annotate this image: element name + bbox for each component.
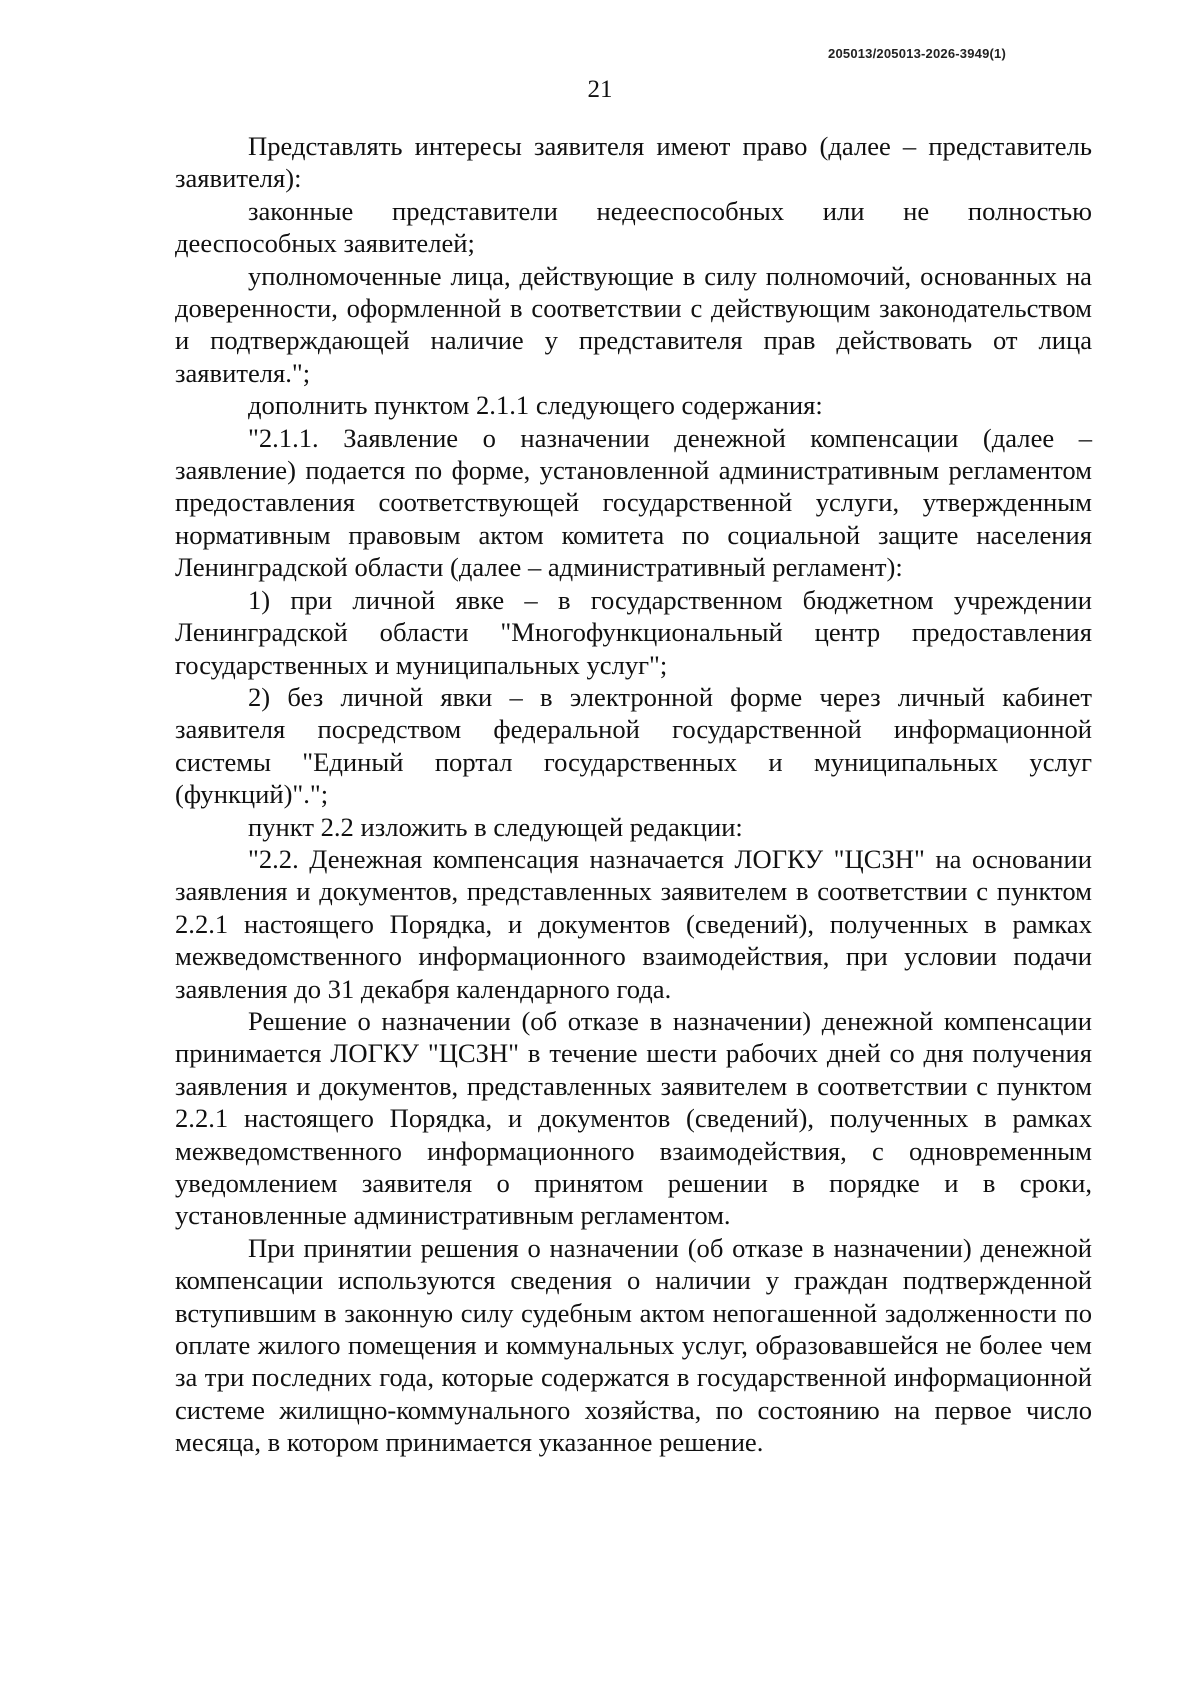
page-number: 21 [587,76,613,103]
paragraph-authorized-persons: уполномоченные лица, действующие в силу полномочий, основанных на доверенности, оформленной в соответствии с действующим законодательством и подтверждающей наличие у представителя прав действовать от лица заявителя."; [175,260,1092,388]
paragraph-clause-2-1-1: "2.1.1. Заявление о назначении денежной компенсации (далее – заявление) подается по форме, установленной административным регламентом предоставления соответствующей государственной услуги, утвержденным нормативным правовым актом комитета по социальной защите населения Ленинградской области (далее – административный регламент): [175,422,1092,583]
document-body [175,130,1092,1459]
paragraph-decision-terms: Решение о назначении (об отказе в назначении) денежной компенсации принимается ЛОГКУ "ЦСЗН" в течение шести рабочих дней со дня получения заявления и документов, представленных заявителем в соответствии с пунктом 2.2.1 настоящего Порядка, и документов (сведений), полученных в рамках межведомственного информационного взаимодействия, с одновременным уведомлением заявителя о принятом решении в порядке и в сроки, установленные административным регламентом. [175,1005,1092,1231]
paragraph-legal-representatives: законные представители недееспособных или не полностью дееспособных заявителей; [175,195,1092,259]
paragraph-representatives-intro: Представлять интересы заявителя имеют право (далее – представитель заявителя): [175,131,1092,194]
paragraph-clause-2-2: "2.2. Денежная компенсация назначается ЛОГКУ "ЦСЗН" на основании заявления и документов, представленных заявителем в соответствии с пунктом 2.2.1 настоящего Порядка, и документов (сведений), полученных в рамках межведомственного информационного взаимодействия, при условии подачи заявления до 31 декабря календарного года. [175,843,1092,1004]
document-registration-number: 205013/205013-2026-3949(1) [828,46,1006,61]
paragraph-debt-information: При принятии решения о назначении (об отказе в назначении) денежной компенсации используются сведения о наличии у граждан подтвержденной вступившим в законную силу судебным актом непогашенной задолженности по оплате жилого помещения и коммунальных услуг, образовавшейся не более чем за три последних года, которые содержатся в государственной информационной системе жилищно-коммунального хозяйства, по состоянию на первое число месяца, в котором принимается указанное решение. [175,1232,1092,1458]
paragraph-amend-2-1-1: дополнить пунктом 2.1.1 следующего содержания: [248,390,823,421]
paragraph-item-2-electronic-form: 2) без личной явки – в электронной форме через личный кабинет заявителя посредством федеральной государственной информационной системы "Единый портал государственных и муниципальных услуг (функций)"."; [175,681,1092,810]
paragraph-item-1-personal-visit: 1) при личной явке – в государственном бюджетном учреждении Ленинградской области "Многофункциональный центр предоставления государственных и муниципальных услуг"; [175,584,1092,680]
paragraph-amend-2-2: пункт 2.2 изложить в следующей редакции: [248,811,743,842]
